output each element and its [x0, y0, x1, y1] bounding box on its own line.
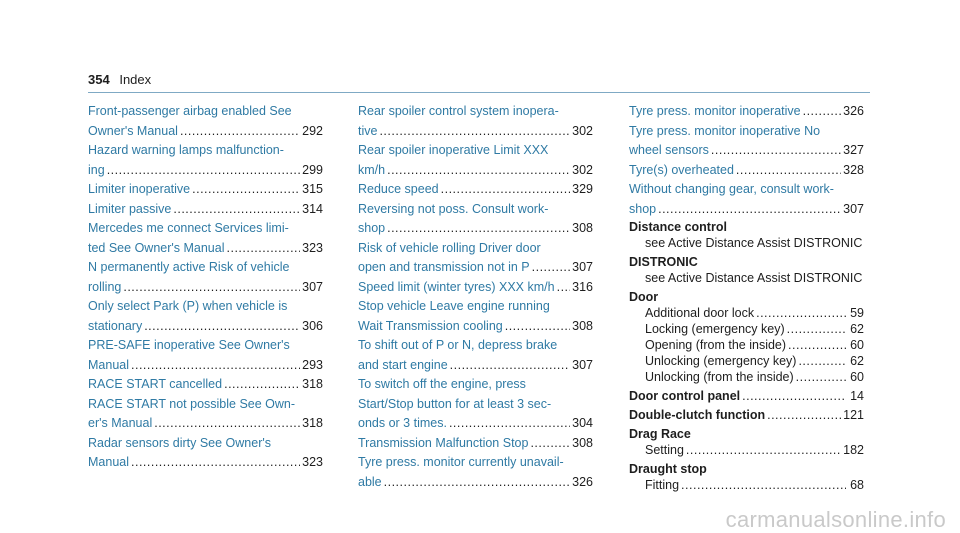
see-reference[interactable]: see Active Distance Assist DISTRONIC [645, 271, 863, 285]
entry-line[interactable]: tive ..... 302 [358, 122, 593, 142]
entry-line[interactable]: and start engine ..... 307 [358, 356, 593, 376]
entry-line[interactable]: Tyre press. monitor currently unavail- [358, 455, 564, 469]
entry-line[interactable]: Manual ..... 293 [88, 356, 323, 376]
index-heading: Drag Race [629, 427, 691, 441]
entry-line[interactable]: Limiter inoperative ..... 315 [88, 180, 323, 200]
entry-line[interactable]: Limiter passive ..... 314 [88, 200, 323, 220]
entry-line[interactable]: To shift out of P or N, depress brake [358, 338, 558, 352]
sub-entry[interactable]: Fitting ..... 68 [629, 477, 864, 493]
entry-line[interactable]: Start/Stop button for at least 3 sec- [358, 396, 552, 411]
entry-line[interactable]: N permanently active Risk of vehicle [88, 260, 290, 274]
entry-line[interactable]: Rear spoiler inoperative Limit XXX [358, 143, 549, 157]
index-heading: Distance control [629, 220, 727, 234]
entry-line[interactable]: Wait Transmission cooling ..... 308 [358, 317, 593, 337]
entry-line[interactable]: Tyre press. monitor inoperative ..... 326 [629, 102, 864, 122]
entry-line[interactable]: Front-passenger airbag enabled See [88, 104, 292, 118]
index-column-2 [358, 102, 593, 492]
entry-line[interactable]: Hazard warning lamps malfunction- [88, 143, 284, 157]
entry-line[interactable]: Risk of vehicle rolling Driver door [358, 240, 541, 255]
entry-line[interactable]: Transmission Malfunction Stop ..... 308 [358, 434, 593, 454]
index-entry[interactable]: Double-clutch function ..... 121 [629, 407, 864, 423]
entry-line[interactable]: open and transmission not in P ..... 307 [358, 258, 593, 278]
entry-line[interactable]: Rear spoiler control system inopera- [358, 104, 559, 118]
entry-line[interactable]: Tyre(s) overheated ..... 328 [629, 161, 864, 181]
entry-line[interactable]: Only select Park (P) when vehicle is [88, 299, 288, 313]
index-heading: Draught stop [629, 462, 707, 476]
entry-line[interactable]: wheel sensors ..... 327 [629, 141, 864, 161]
entry-line[interactable]: Without changing gear, consult work- [629, 182, 834, 196]
sub-entry[interactable]: Locking (emergency key) ..... 62 [629, 321, 864, 337]
section-title: Index [119, 72, 152, 87]
see-reference[interactable]: see Active Distance Assist DISTRONIC [645, 236, 863, 250]
entry-line[interactable]: shop ..... 307 [629, 200, 864, 220]
index-heading: DISTRONIC [629, 255, 698, 269]
entry-line[interactable]: Radar sensors dirty See Owner's [88, 435, 272, 450]
sub-entry[interactable]: Unlocking (from the inside) ..... 60 [629, 369, 864, 385]
entry-line[interactable]: stationary ..... 306 [88, 317, 323, 337]
entry-line[interactable]: km/h ..... 302 [358, 161, 593, 181]
entry-line[interactable]: ted See Owner's Manual ..... 323 [88, 239, 323, 259]
sub-entry[interactable]: Setting ..... 182 [629, 442, 864, 458]
entry-line[interactable]: ing ..... 299 [88, 161, 323, 181]
entry-line[interactable]: Reduce speed ..... 329 [358, 180, 593, 200]
sub-entry[interactable]: Opening (from the inside) ..... 60 [629, 337, 864, 353]
entry-line[interactable]: rolling ..... 307 [88, 278, 323, 298]
entry-line[interactable]: To switch off the engine, press [358, 377, 526, 391]
entry-line[interactable]: Manual ..... 323 [88, 453, 323, 473]
watermark: carmanualsonline.info [725, 507, 946, 532]
entry-line[interactable]: Owner's Manual ..... 292 [88, 122, 323, 142]
entry-line[interactable]: Reversing not poss. Consult work- [358, 201, 549, 216]
index-heading: Door [629, 290, 659, 304]
page-number: 354 [88, 72, 110, 87]
entry-line[interactable]: RACE START not possible See Own- [88, 396, 296, 411]
entry-line[interactable]: Stop vehicle Leave engine running [358, 299, 550, 313]
sub-entry[interactable]: Additional door lock ..... 59 [629, 305, 864, 321]
entry-line[interactable]: shop ..... 308 [358, 219, 593, 239]
entry-line[interactable]: Tyre press. monitor inoperative No [629, 123, 821, 138]
entry-line[interactable]: Speed limit (winter tyres) XXX km/h ..... 316 [358, 278, 593, 298]
entry-line[interactable]: able ..... 326 [358, 473, 593, 493]
entry-line[interactable]: PRE-SAFE inoperative See Owner's [88, 338, 290, 352]
page-header [88, 72, 151, 88]
index-column-3 [629, 102, 864, 493]
index-column-1 [88, 102, 323, 473]
entry-line[interactable]: onds or 3 times. ..... 304 [358, 414, 593, 434]
entry-line[interactable]: RACE START cancelled ..... 318 [88, 375, 323, 395]
index-block-distance-control [629, 219, 864, 493]
index-entry[interactable]: Door control panel ..... 14 [629, 388, 864, 404]
sub-entry[interactable]: Unlocking (emergency key) ..... 62 [629, 353, 864, 369]
entry-line[interactable]: er's Manual ..... 318 [88, 414, 323, 434]
entry-line[interactable]: Mercedes me connect Services limi- [88, 221, 289, 235]
header-rule [88, 92, 870, 93]
